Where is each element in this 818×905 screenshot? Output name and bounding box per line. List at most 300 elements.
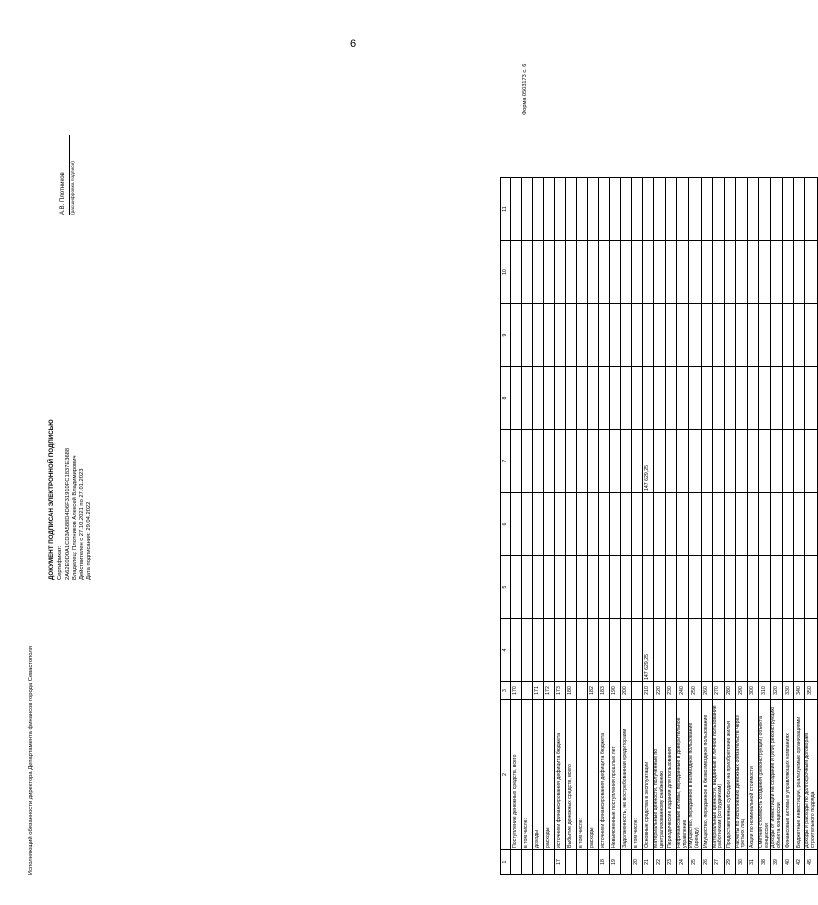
col-5-value <box>689 556 701 619</box>
col-10-value <box>747 241 758 304</box>
page-number: 6 <box>350 38 357 50</box>
col-10-value <box>522 241 533 304</box>
row-name: Акции по номинальной стоимости <box>747 700 758 850</box>
row-name: Финансовые активы в управляющих компаниях <box>783 700 794 850</box>
signature-line <box>69 135 70 215</box>
row-code: 280 <box>724 682 735 700</box>
col-10-value <box>566 241 577 304</box>
row-name: Предоставленные субсидии на приобретение жилья <box>724 700 735 850</box>
col-5-value <box>643 556 654 619</box>
col-10-value <box>643 241 654 304</box>
col-9-value <box>588 304 599 367</box>
col-5-value <box>511 556 522 619</box>
row-code: 183 <box>599 682 610 700</box>
row-number: 45 <box>805 850 817 875</box>
row-code: 320 <box>771 682 783 700</box>
col-7-value <box>771 430 783 493</box>
col-7-value <box>577 430 588 493</box>
table-row <box>522 178 533 875</box>
table-row <box>805 178 817 875</box>
signing-date: Дата подписания: 29.04.2022 <box>86 501 93 580</box>
certificate-number: 2A62E0D0A1CD3A588D4D6F31910FC1837E3688 <box>64 447 71 580</box>
col-11-value <box>701 178 712 241</box>
row-code: 170 <box>511 682 522 700</box>
col-9-value <box>724 304 735 367</box>
signer-position-label: Исполняющий обязанности директора Департамента финансов города Севастополя <box>28 646 34 875</box>
col-7-value <box>794 430 805 493</box>
row-code: 200 <box>621 682 632 700</box>
row-name: расходы <box>588 700 599 850</box>
row-code: 300 <box>747 682 758 700</box>
table-row <box>632 178 643 875</box>
col-5-value <box>555 556 566 619</box>
row-number: 19 <box>610 850 621 875</box>
col-10-value <box>758 241 770 304</box>
row-number: 22 <box>654 850 666 875</box>
col-6-value <box>533 493 544 556</box>
column-header: 7 <box>501 430 511 493</box>
table-row <box>643 178 654 875</box>
col-8-value <box>689 367 701 430</box>
table-row <box>677 178 689 875</box>
col-4-value <box>758 619 770 682</box>
col-6-value <box>805 493 817 556</box>
col-6-value <box>522 493 533 556</box>
row-number: 23 <box>666 850 677 875</box>
column-header: 5 <box>501 556 511 619</box>
col-9-value <box>805 304 817 367</box>
col-8-value <box>511 367 522 430</box>
col-10-value <box>712 241 724 304</box>
row-name: Поступление денежных средств, всего <box>511 700 522 850</box>
col-5-value <box>654 556 666 619</box>
col-10-value <box>610 241 621 304</box>
col-7-value <box>783 430 794 493</box>
col-9-value <box>735 304 747 367</box>
col-10-value <box>555 241 566 304</box>
col-5-value <box>621 556 632 619</box>
row-number <box>566 850 577 875</box>
row-name: Основные средства в эксплуатации <box>643 700 654 850</box>
col-8-value <box>522 367 533 430</box>
col-7-value <box>632 430 643 493</box>
col-4-value: 147 629,25 <box>643 619 654 682</box>
col-8-value <box>735 367 747 430</box>
col-7-value <box>689 430 701 493</box>
column-header: 2 <box>501 700 511 850</box>
col-11-value <box>735 178 747 241</box>
column-header: 1 <box>501 850 511 875</box>
col-11-value <box>654 178 666 241</box>
col-6-value <box>712 493 724 556</box>
col-10-value <box>511 241 522 304</box>
col-11-value <box>588 178 599 241</box>
col-5-value <box>724 556 735 619</box>
row-name: Бюджетные инвестиции, реализуемые организациями <box>794 700 805 850</box>
col-10-value <box>621 241 632 304</box>
col-9-value <box>771 304 783 367</box>
col-4-value <box>621 619 632 682</box>
col-9-value <box>544 304 555 367</box>
row-number: 39 <box>771 850 783 875</box>
col-7-value <box>712 430 724 493</box>
col-6-value <box>654 493 666 556</box>
row-name: Сметная стоимость создания (реконструкции) объекта концессии <box>758 700 770 850</box>
row-number <box>511 850 522 875</box>
table-row <box>544 178 555 875</box>
col-4-value <box>735 619 747 682</box>
col-5-value <box>712 556 724 619</box>
col-4-value <box>654 619 666 682</box>
col-4-value <box>724 619 735 682</box>
row-number <box>577 850 588 875</box>
col-5-value <box>805 556 817 619</box>
col-7-value <box>701 430 712 493</box>
row-code: 182 <box>588 682 599 700</box>
table-header-row <box>501 178 511 875</box>
table-row <box>566 178 577 875</box>
col-4-value <box>533 619 544 682</box>
column-header: 10 <box>501 241 511 304</box>
col-6-value <box>643 493 654 556</box>
col-7-value <box>511 430 522 493</box>
col-7-value <box>724 430 735 493</box>
row-name: в том числе: <box>632 700 643 850</box>
table-row <box>712 178 724 875</box>
col-11-value <box>533 178 544 241</box>
col-6-value <box>621 493 632 556</box>
col-7-value <box>533 430 544 493</box>
row-number: 30 <box>735 850 747 875</box>
electronic-signature-block <box>48 340 94 580</box>
col-6-value <box>610 493 621 556</box>
col-9-value <box>632 304 643 367</box>
col-5-value <box>735 556 747 619</box>
table-row <box>621 178 632 875</box>
col-8-value <box>666 367 677 430</box>
col-11-value <box>643 178 654 241</box>
col-8-value <box>794 367 805 430</box>
row-code: 210 <box>643 682 654 700</box>
row-code: 171 <box>533 682 544 700</box>
col-11-value <box>758 178 770 241</box>
col-5-value <box>771 556 783 619</box>
col-6-value <box>566 493 577 556</box>
col-6-value <box>701 493 712 556</box>
row-name: расходы <box>544 700 555 850</box>
row-number <box>588 850 599 875</box>
col-8-value <box>588 367 599 430</box>
col-4-value <box>522 619 533 682</box>
col-7-value <box>555 430 566 493</box>
col-5-value <box>577 556 588 619</box>
col-4-value <box>544 619 555 682</box>
table-row <box>724 178 735 875</box>
col-6-value <box>666 493 677 556</box>
col-8-value <box>621 367 632 430</box>
col-9-value <box>533 304 544 367</box>
row-number: 25 <box>689 850 701 875</box>
col-6-value <box>747 493 758 556</box>
col-6-value <box>599 493 610 556</box>
row-code: 350 <box>805 682 817 700</box>
col-11-value <box>511 178 522 241</box>
col-11-value <box>621 178 632 241</box>
col-6-value <box>689 493 701 556</box>
col-5-value <box>566 556 577 619</box>
col-5-value <box>522 556 533 619</box>
col-7-value <box>621 430 632 493</box>
col-11-value <box>677 178 689 241</box>
column-header: 6 <box>501 493 511 556</box>
table-row <box>533 178 544 875</box>
col-6-value <box>783 493 794 556</box>
col-4-value <box>701 619 712 682</box>
row-name: источники финансирования дефицита бюджета <box>599 700 610 850</box>
table-row <box>747 178 758 875</box>
col-4-value <box>677 619 689 682</box>
table-row <box>783 178 794 875</box>
row-code: 180 <box>566 682 577 700</box>
col-10-value <box>689 241 701 304</box>
row-number: 42 <box>794 850 805 875</box>
col-4-value <box>794 619 805 682</box>
col-4-value <box>632 619 643 682</box>
col-7-value <box>599 430 610 493</box>
col-11-value <box>724 178 735 241</box>
table-row <box>577 178 588 875</box>
col-10-value <box>654 241 666 304</box>
signer-name: А.В. Плотников <box>60 172 66 215</box>
col-4-value <box>588 619 599 682</box>
col-4-value <box>599 619 610 682</box>
col-9-value <box>511 304 522 367</box>
col-10-value <box>666 241 677 304</box>
table-row <box>666 178 677 875</box>
col-9-value <box>758 304 770 367</box>
col-8-value <box>599 367 610 430</box>
row-code: 173 <box>555 682 566 700</box>
col-7-value <box>677 430 689 493</box>
col-7-value <box>805 430 817 493</box>
col-6-value <box>758 493 770 556</box>
col-11-value <box>555 178 566 241</box>
col-6-value <box>632 493 643 556</box>
col-5-value <box>610 556 621 619</box>
col-11-value <box>544 178 555 241</box>
col-11-value <box>632 178 643 241</box>
col-9-value <box>522 304 533 367</box>
col-9-value <box>599 304 610 367</box>
row-code: 172 <box>544 682 555 700</box>
row-name: Выбытие денежных средств, всего <box>566 700 577 850</box>
row-code: 270 <box>712 682 724 700</box>
row-code: 330 <box>783 682 794 700</box>
certificate-label: Сертификат: <box>57 545 64 580</box>
col-5-value <box>758 556 770 619</box>
row-name: Материальные ценности, выданные в личное пользование работникам (сотрудникам) <box>712 700 724 850</box>
col-5-value <box>544 556 555 619</box>
col-10-value <box>632 241 643 304</box>
col-7-value <box>654 430 666 493</box>
row-name: Имущество, переданное в возмездное пользование (аренду) <box>689 700 701 850</box>
col-8-value <box>724 367 735 430</box>
col-10-value <box>599 241 610 304</box>
col-4-value <box>577 619 588 682</box>
col-9-value <box>783 304 794 367</box>
row-code <box>632 682 643 700</box>
col-5-value <box>794 556 805 619</box>
col-4-value <box>783 619 794 682</box>
row-code <box>577 682 588 700</box>
col-10-value <box>701 241 712 304</box>
col-7-value <box>588 430 599 493</box>
col-8-value <box>566 367 577 430</box>
col-5-value <box>677 556 689 619</box>
col-4-value <box>511 619 522 682</box>
row-code: 290 <box>735 682 747 700</box>
col-5-value <box>783 556 794 619</box>
row-name: в том числе: <box>522 700 533 850</box>
col-8-value <box>783 367 794 430</box>
col-8-value <box>747 367 758 430</box>
table-row <box>758 178 770 875</box>
col-7-value <box>566 430 577 493</box>
column-header: 3 <box>501 682 511 700</box>
col-11-value <box>712 178 724 241</box>
table-row <box>794 178 805 875</box>
col-11-value <box>566 178 577 241</box>
row-number <box>544 850 555 875</box>
table-row <box>555 178 566 875</box>
col-8-value <box>654 367 666 430</box>
col-11-value <box>666 178 677 241</box>
col-8-value <box>632 367 643 430</box>
col-8-value <box>577 367 588 430</box>
col-10-value <box>805 241 817 304</box>
col-6-value <box>544 493 555 556</box>
col-11-value <box>783 178 794 241</box>
row-name: Периодические издания для пользования <box>666 700 677 850</box>
row-number: 24 <box>677 850 689 875</box>
col-4-value <box>805 619 817 682</box>
col-7-value <box>747 430 758 493</box>
row-number: 20 <box>632 850 643 875</box>
col-4-value <box>566 619 577 682</box>
col-10-value <box>724 241 735 304</box>
col-6-value <box>677 493 689 556</box>
table-row <box>701 178 712 875</box>
row-number <box>522 850 533 875</box>
col-9-value <box>566 304 577 367</box>
col-7-value: 147 629,25 <box>643 430 654 493</box>
col-4-value <box>666 619 677 682</box>
row-code: 260 <box>701 682 712 700</box>
col-8-value <box>712 367 724 430</box>
col-9-value <box>610 304 621 367</box>
col-9-value <box>577 304 588 367</box>
col-10-value <box>677 241 689 304</box>
row-number: 21 <box>643 850 654 875</box>
col-4-value <box>689 619 701 682</box>
col-11-value <box>599 178 610 241</box>
row-code: 190 <box>610 682 621 700</box>
col-9-value <box>666 304 677 367</box>
col-11-value <box>689 178 701 241</box>
row-number: 26 <box>701 850 712 875</box>
col-7-value <box>666 430 677 493</box>
col-9-value <box>643 304 654 367</box>
row-name: Задолженность, не востребованная кредиторами <box>621 700 632 850</box>
col-5-value <box>599 556 610 619</box>
col-8-value <box>701 367 712 430</box>
col-9-value <box>701 304 712 367</box>
col-9-value <box>621 304 632 367</box>
row-code: 340 <box>794 682 805 700</box>
col-6-value <box>511 493 522 556</box>
col-7-value <box>522 430 533 493</box>
row-code <box>522 682 533 700</box>
row-name: доходы <box>533 700 544 850</box>
row-code: 310 <box>758 682 770 700</box>
col-8-value <box>533 367 544 430</box>
signer-name-caption: (расшифровка подписи) <box>71 161 76 215</box>
row-name: Доходы от инвестиций на создание и (или) реконструкцию объекта концессии <box>771 700 783 850</box>
row-number: 27 <box>712 850 724 875</box>
col-7-value <box>544 430 555 493</box>
col-4-value <box>610 619 621 682</box>
row-number: 17 <box>555 850 566 875</box>
col-10-value <box>544 241 555 304</box>
row-name: Нефинансовые активы, переданные в доверительное управление <box>677 700 689 850</box>
row-name: Доходы и расходы по долгосрочным договорам строительного подряда <box>805 700 817 850</box>
column-header: 9 <box>501 304 511 367</box>
col-5-value <box>632 556 643 619</box>
col-7-value <box>610 430 621 493</box>
table-row <box>511 178 522 875</box>
col-9-value <box>794 304 805 367</box>
col-4-value <box>747 619 758 682</box>
row-name: Материальные ценности, полученные по централизованному снабжению <box>654 700 666 850</box>
row-number: 29 <box>724 850 735 875</box>
col-8-value <box>771 367 783 430</box>
col-9-value <box>654 304 666 367</box>
col-11-value <box>577 178 588 241</box>
row-number: 18 <box>599 850 610 875</box>
table-row <box>735 178 747 875</box>
col-11-value <box>610 178 621 241</box>
row-number: 31 <box>747 850 758 875</box>
col-6-value <box>577 493 588 556</box>
col-8-value <box>758 367 770 430</box>
col-11-value <box>794 178 805 241</box>
col-7-value <box>735 430 747 493</box>
table-row <box>610 178 621 875</box>
col-5-value <box>701 556 712 619</box>
col-6-value <box>555 493 566 556</box>
signature-title: ДОКУМЕНТ ПОДПИСАН ЭЛЕКТРОННОЙ ПОДПИСЬЮ <box>48 419 55 580</box>
col-10-value <box>588 241 599 304</box>
table-row <box>771 178 783 875</box>
col-8-value <box>610 367 621 430</box>
col-8-value <box>544 367 555 430</box>
col-10-value <box>794 241 805 304</box>
col-6-value <box>794 493 805 556</box>
col-11-value <box>522 178 533 241</box>
column-header: 4 <box>501 619 511 682</box>
col-4-value <box>712 619 724 682</box>
row-number <box>621 850 632 875</box>
